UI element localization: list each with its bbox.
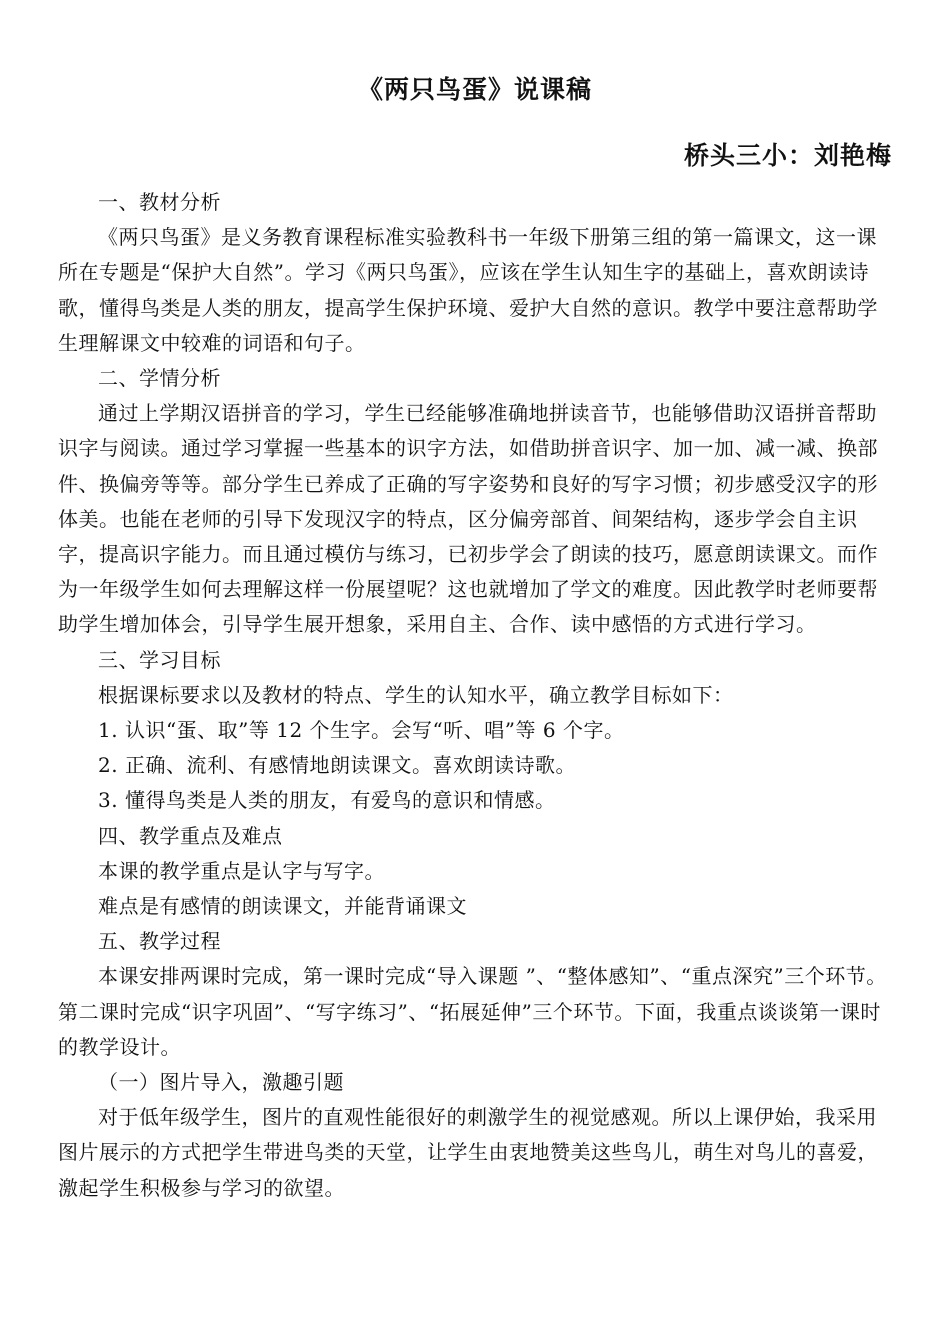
paragraph: 难点是有感情的朗读课文，并能背诵课文	[98, 894, 467, 919]
document-title: 《两只鸟蛋》说课稿	[357, 75, 592, 104]
section-heading: 五、教学过程	[98, 929, 221, 954]
paragraph: 本课的教学重点是认字与写字。	[98, 858, 385, 883]
paragraph: 本课安排两课时完成，第一课时完成“导入课题 ”、“整体感知”、“重点深究”三个环节。第二课时完成“识字巩固”、“写字练习”、“拓展延伸”三个环节。下面，我重点谈谈第一课时的教学设计。	[58, 964, 887, 1059]
paragraph: 通过上学期汉语拼音的学习，学生已经能够准确地拼读音节，也能够借助汉语拼音帮助识字与阅读。通过学习掌握一些基本的识字方法，如借助拼音识字、加一加、减一减、换部件、换偏旁等等。部分学生已养成了正确的写字姿势和良好的写字习惯；初步感受汉字的形体美。也能在老师的引导下发现汉字的特点，区分偏旁部首、间架结构，逐步学会自主识字，提高识字能力。而且通过模仿与练习，已初步学会了朗读的技巧，愿意朗读课文。而作为一年级学生如何去理解这样一份展望呢？这也就增加了学文的难度。因此教学时老师要帮助学生增加体会，引导学生展开想象，采用自主、合作、读中感悟的方式进行学习。	[58, 401, 878, 637]
subsection-heading: （一）图片导入，激趣引题	[98, 1070, 344, 1095]
paragraph: 根据课标要求以及教材的特点、学生的认知水平，确立教学目标如下：	[98, 682, 734, 707]
section-heading: 四、教学重点及难点	[98, 823, 283, 848]
section-heading: 三、学习目标	[98, 647, 221, 672]
list-item: 2. 正确、流利、有感情地朗读课文。喜欢朗读诗歌。	[98, 753, 576, 778]
list-item: 3. 懂得鸟类是人类的朋友，有爱鸟的意识和情感。	[98, 788, 556, 813]
section-heading: 一、教材分析	[98, 190, 221, 214]
document-body	[58, 185, 896, 1206]
paragraph: 《两只鸟蛋》是义务教育课程标准实验教科书一年级下册第三组的第一篇课文，这一课所在专题是“保护大自然”。学习《两只鸟蛋》，应该在学生认知生字的基础上，喜欢朗读诗歌，懂得鸟类是人类的朋友，提高学生保护环境、爱护大自然的意识。教学中要注意帮助学生理解课文中较难的词语和句子。	[58, 225, 878, 355]
list-item: 1. 认识“蛋、取”等 12 个生字。会写“听、唱”等 6 个字。	[98, 718, 625, 743]
section-heading: 二、学情分析	[98, 366, 221, 391]
paragraph: 对于低年级学生，图片的直观性能很好的刺激学生的视觉感观。所以上课伊始，我采用图片展示的方式把学生带进鸟类的天堂，让学生由衷地赞美这些鸟儿，萌生对鸟儿的喜爱，激起学生积极参与学习的欲望。	[58, 1105, 878, 1200]
document-author: 桥头三小：刘艳梅	[683, 141, 892, 170]
